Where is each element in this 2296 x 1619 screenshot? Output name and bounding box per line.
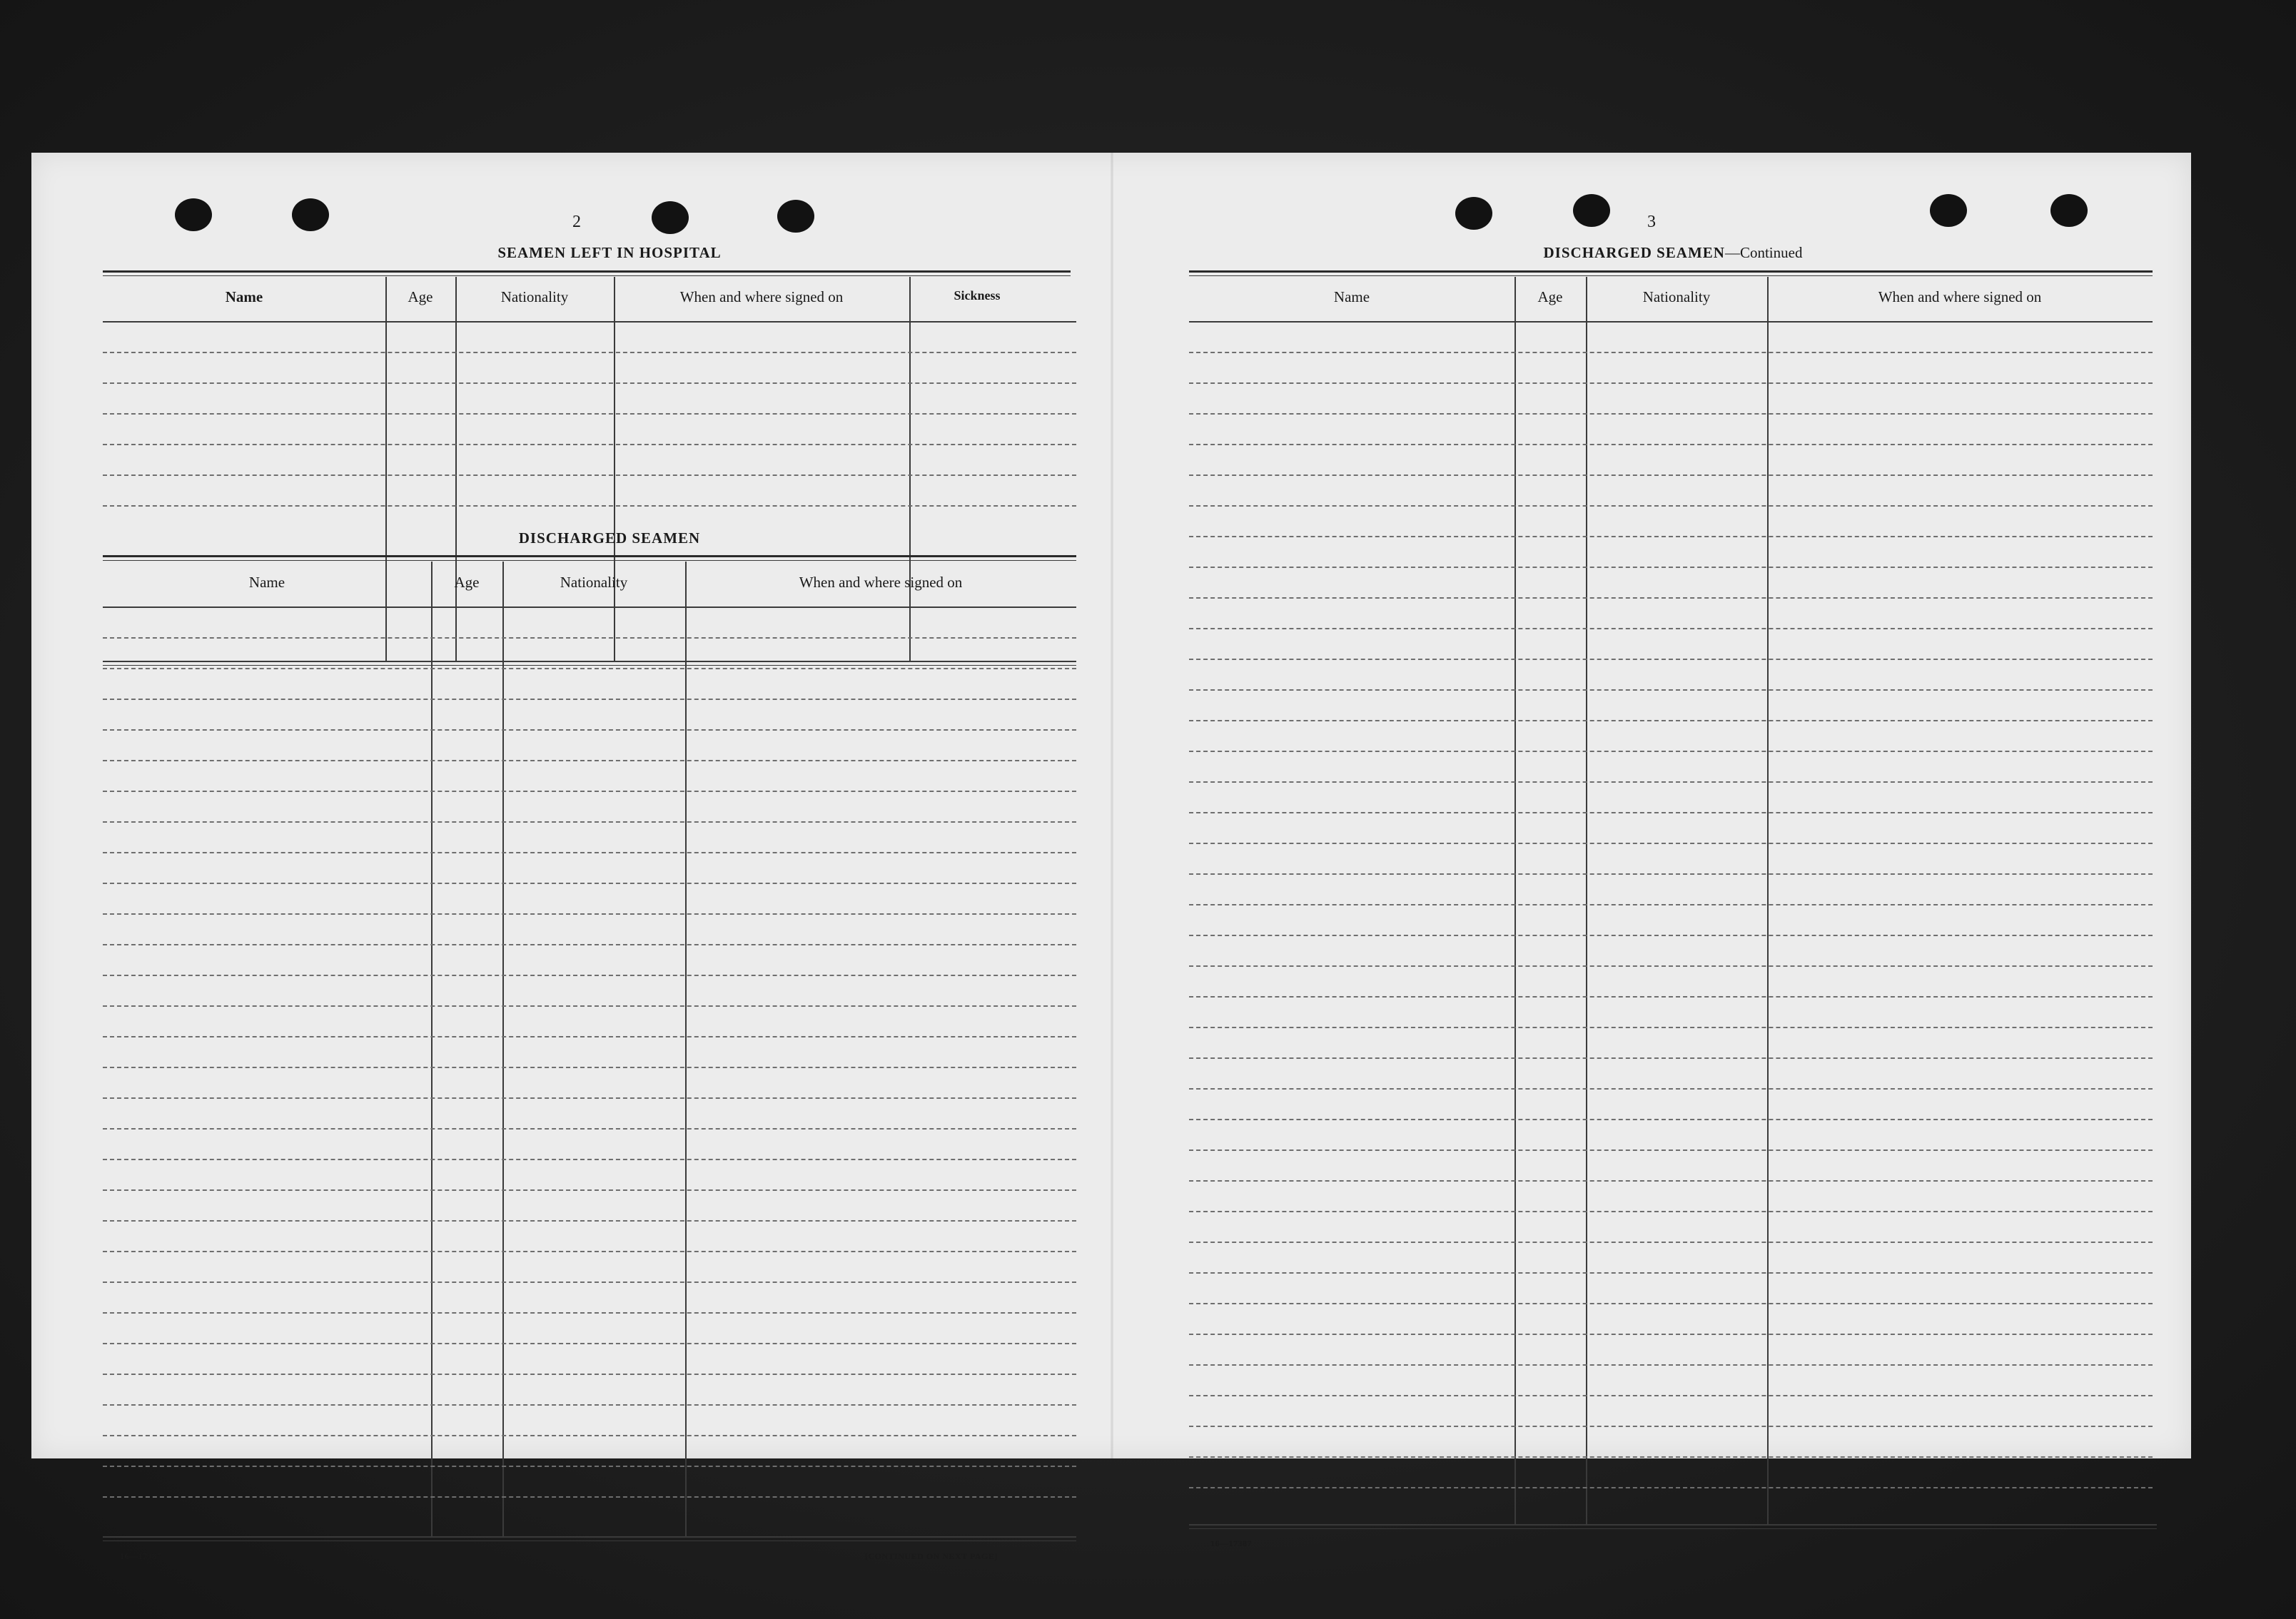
column-header-age: Age — [454, 574, 480, 591]
entry-line — [1189, 904, 2153, 905]
entry-line — [103, 1220, 1076, 1222]
entry-line — [103, 975, 1076, 976]
entry-line — [103, 1097, 1076, 1099]
title-text: DISCHARGED SEAMEN — [1543, 244, 1725, 261]
column-divider — [502, 562, 504, 1538]
entry-line — [103, 1312, 1076, 1314]
column-header-when-where: When and where signed on — [799, 574, 963, 591]
punch-hole — [175, 198, 212, 231]
entry-line — [1189, 382, 2153, 384]
entry-line — [1189, 1456, 2153, 1458]
entry-line — [1189, 1057, 2153, 1059]
entry-line — [1189, 720, 2153, 721]
column-divider — [455, 277, 457, 662]
table-bottom-rule — [1189, 1528, 2157, 1529]
column-divider — [614, 277, 615, 662]
discharged-continued-title — [1387, 244, 1958, 262]
entry-line — [103, 699, 1076, 700]
form-number: 16—17387 — [120, 1551, 161, 1561]
entry-line — [103, 382, 1076, 384]
entry-line — [103, 505, 1076, 507]
entry-line — [103, 1159, 1076, 1160]
entry-line — [1189, 996, 2153, 998]
column-divider — [385, 277, 387, 662]
table-bottom-rule — [103, 1536, 1076, 1538]
punch-hole — [1573, 194, 1610, 227]
entry-line — [1189, 1242, 2153, 1243]
entry-line — [1189, 1364, 2153, 1366]
entry-line — [1189, 1180, 2153, 1182]
entry-line — [103, 1067, 1076, 1068]
entry-line — [103, 821, 1076, 823]
document-sheet — [31, 153, 2191, 1561]
entry-line — [1189, 843, 2153, 844]
table-top-rule — [1189, 275, 2153, 276]
entry-line — [1189, 1426, 2153, 1427]
entry-line — [1189, 1211, 2153, 1212]
entry-line — [1189, 1303, 2153, 1304]
entry-line — [1189, 659, 2153, 660]
punch-hole — [777, 200, 814, 233]
punch-hole — [2050, 194, 2088, 227]
entry-line — [103, 1036, 1076, 1037]
entry-line — [1189, 444, 2153, 445]
entry-line — [1189, 1334, 2153, 1335]
entry-line — [1189, 935, 2153, 936]
column-divider — [1767, 277, 1769, 1526]
entry-line — [103, 1374, 1076, 1375]
entry-line — [103, 883, 1076, 884]
entry-line — [103, 791, 1076, 792]
hospital-section-title: SEAMEN LEFT IN HOSPITAL — [497, 244, 722, 261]
punch-hole — [652, 201, 689, 234]
entry-line — [1189, 567, 2153, 568]
column-divider — [909, 277, 911, 662]
entry-line — [103, 352, 1076, 353]
punch-hole — [1455, 197, 1492, 230]
column-header-nationality: Nationality — [500, 288, 569, 305]
title-suffix: —Continued — [1724, 244, 1803, 261]
column-header-name: Name — [225, 288, 263, 305]
entry-line — [103, 1005, 1076, 1007]
header-bottom-rule — [103, 321, 1076, 323]
entry-line — [1189, 1395, 2153, 1396]
entry-line — [1189, 965, 2153, 967]
page-number: 3 — [1647, 213, 1656, 231]
table-top-rule — [103, 275, 1071, 276]
column-header-name: Name — [1333, 288, 1370, 305]
entry-line — [1189, 1088, 2153, 1090]
column-header-sickness: Sickness — [954, 288, 1001, 303]
table-bottom-rule — [103, 661, 1076, 662]
column-divider — [431, 562, 433, 1538]
entry-line — [1189, 1027, 2153, 1028]
entry-line — [103, 413, 1076, 415]
entry-line — [1189, 689, 2153, 691]
column-header-age: Age — [408, 288, 433, 305]
table-top-rule — [1189, 270, 2153, 273]
entry-line — [1189, 873, 2153, 875]
column-header-when-where: When and where signed on — [679, 288, 844, 305]
entry-line — [103, 444, 1076, 445]
entry-line — [103, 913, 1076, 915]
punch-hole — [1930, 194, 1967, 227]
entry-line — [1189, 812, 2153, 813]
page-fold — [1111, 153, 1113, 1458]
entry-line — [103, 474, 1076, 476]
form-number: 16—17387 — [1210, 1538, 1252, 1548]
entry-line — [1189, 1119, 2153, 1120]
entry-line — [1189, 413, 2153, 415]
column-divider — [1514, 277, 1516, 1526]
column-header-name: Name — [248, 574, 285, 591]
column-divider — [1586, 277, 1587, 1526]
page-number: 2 — [572, 213, 581, 231]
entry-line — [103, 1466, 1076, 1467]
entry-line — [1189, 628, 2153, 629]
entry-line — [1189, 1487, 2153, 1488]
entry-line — [103, 668, 1076, 669]
entry-line — [103, 729, 1076, 731]
entry-line — [103, 944, 1076, 945]
entry-line — [103, 1343, 1076, 1344]
entry-line — [1189, 781, 2153, 783]
entry-line — [103, 1282, 1076, 1283]
column-header-nationality: Nationality — [560, 574, 628, 591]
entry-line — [1189, 1272, 2153, 1274]
table-bottom-rule — [103, 665, 1076, 666]
entry-line — [1189, 536, 2153, 537]
column-header-nationality: Nationality — [1642, 288, 1711, 305]
table-top-rule — [103, 560, 1076, 561]
entry-line — [103, 852, 1076, 853]
entry-line — [103, 1189, 1076, 1191]
discharged-section-title: DISCHARGED SEAMEN — [518, 529, 701, 547]
punch-hole — [292, 198, 329, 231]
entry-line — [1189, 505, 2153, 507]
continued-note: [CONTINUED ON NEXT PAGE] — [865, 1551, 998, 1561]
entry-line — [103, 1435, 1076, 1436]
column-header-when-where: When and where signed on — [1878, 288, 2042, 305]
entry-line — [1189, 597, 2153, 599]
header-bottom-rule — [1189, 321, 2153, 323]
entry-line — [1189, 751, 2153, 752]
entry-line — [1189, 1149, 2153, 1151]
column-divider — [685, 562, 687, 1538]
table-bottom-rule — [1189, 1524, 2157, 1526]
column-header-age: Age — [1537, 288, 1563, 305]
table-top-rule — [103, 270, 1071, 273]
entry-line — [103, 1496, 1076, 1498]
entry-line — [103, 1128, 1076, 1130]
table-top-rule — [103, 555, 1076, 557]
entry-line — [103, 760, 1076, 761]
entry-line — [1189, 474, 2153, 476]
entry-line — [1189, 352, 2153, 353]
entry-line — [103, 1251, 1076, 1252]
entry-line — [103, 637, 1076, 639]
header-bottom-rule — [103, 607, 1076, 608]
entry-line — [103, 1404, 1076, 1406]
